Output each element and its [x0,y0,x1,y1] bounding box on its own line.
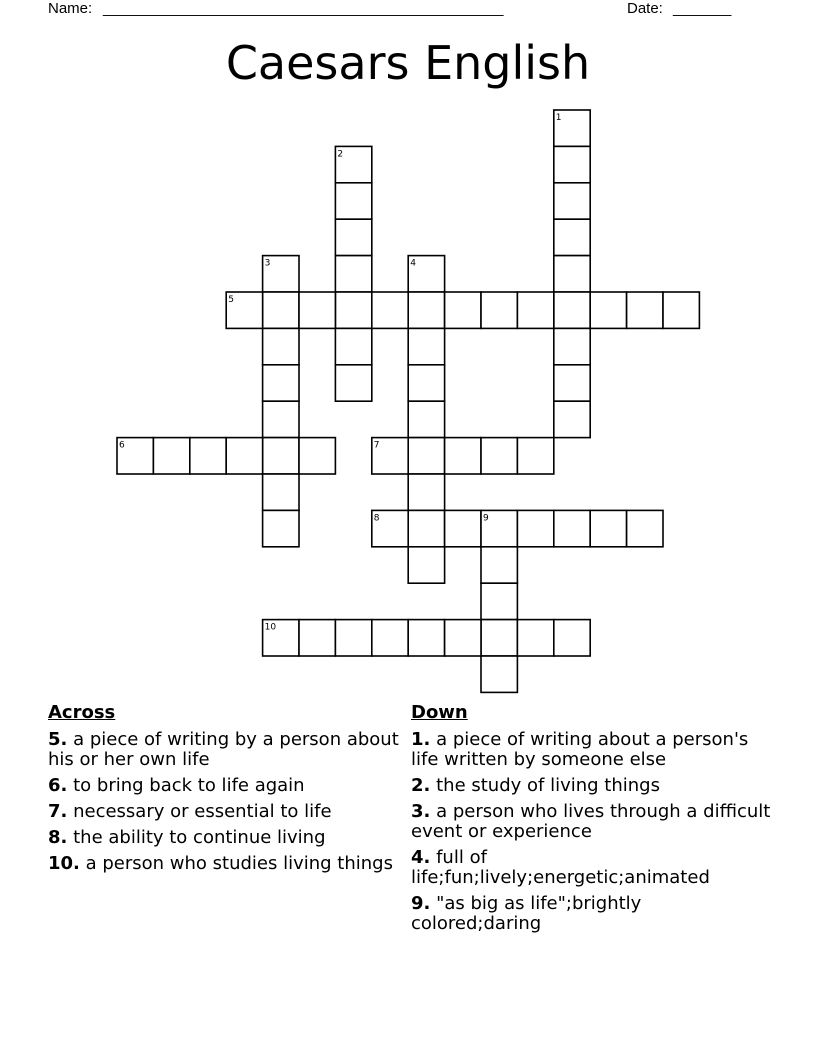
clue-number-label: 6 [119,440,125,451]
crossword-cell[interactable] [408,438,444,474]
crossword-cell[interactable] [226,438,262,474]
name-label: Name: [48,0,93,17]
down-clue-2 [411,776,771,796]
clue-number-label: 8 [373,513,380,524]
across-clue-6 [48,776,408,796]
crossword-cell[interactable] [335,256,371,292]
crossword-cell[interactable] [335,328,371,364]
crossword-cell[interactable] [299,292,335,328]
crossword-cell[interactable] [408,365,444,401]
date-label: Date: [627,0,663,17]
crossword-cell[interactable] [299,438,335,474]
clue-number: 4. [411,847,431,868]
crossword-cell[interactable] [408,256,444,292]
crossword-cell[interactable] [481,438,517,474]
crossword-cell[interactable] [335,620,371,656]
clue-number: 2. [411,775,431,796]
clue-text: a person who lives through a difficult event or experience [411,801,771,842]
clue-number-label: 9 [483,513,489,524]
clue-number: 3. [411,801,431,822]
crossword-cell[interactable] [335,146,371,182]
across-clue-8 [48,828,408,848]
crossword-cell[interactable] [372,620,408,656]
crossword-cell[interactable] [554,365,590,401]
crossword-cell[interactable] [590,292,626,328]
crossword-cell[interactable] [335,365,371,401]
crossword-cell[interactable] [335,183,371,219]
clue-text: a person who studies living things [79,853,393,874]
across-clue-7 [48,802,408,822]
clue-text: full of life;fun;lively;energetic;animated [411,847,710,888]
crossword-cell[interactable] [445,620,481,656]
clue-text: the ability to continue living [67,827,326,848]
down-clue-1 [411,730,771,770]
clue-number: 5. [48,729,68,750]
crossword-cell[interactable] [153,438,189,474]
crossword-cell[interactable] [554,219,590,255]
clue-number-label: 1 [555,113,562,123]
crossword-cell[interactable] [263,256,299,292]
clue-number-label: 3 [264,258,271,269]
crossword-cell[interactable] [445,438,481,474]
across-clue-5 [48,730,408,770]
crossword-cell[interactable] [554,401,590,437]
crossword-cell[interactable] [408,328,444,364]
clue-text: "as big as life";brightly colored;daring [411,893,642,934]
crossword-cell[interactable] [263,438,299,474]
crossword-cell[interactable] [481,656,517,692]
date-field[interactable]: _______ [673,0,732,17]
clue-number: 8. [48,827,68,848]
clue-text: to bring back to life again [67,775,305,796]
crossword-cell[interactable] [554,110,590,146]
crossword-cell[interactable] [554,146,590,182]
crossword-cell[interactable] [627,292,663,328]
down-clue-9 [411,894,771,934]
page-title: Caesars English [225,36,591,90]
crossword-cell[interactable] [335,219,371,255]
crossword-cell[interactable] [481,292,517,328]
crossword-cell[interactable] [554,328,590,364]
crossword-cell[interactable] [517,438,553,474]
crossword-cell[interactable] [263,328,299,364]
crossword-cell[interactable] [517,292,553,328]
crossword-cell[interactable] [372,438,408,474]
crossword-cell[interactable] [408,292,444,328]
down-clue-4 [411,848,771,888]
name-field[interactable]: ________________________________________________ [103,0,504,17]
crossword-cell[interactable] [263,401,299,437]
crossword-cell[interactable] [408,620,444,656]
crossword-cell[interactable] [117,438,153,474]
crossword-cell[interactable] [263,365,299,401]
crossword-cell[interactable] [408,401,444,437]
clue-number-label: 2 [337,149,344,160]
crossword-cell[interactable] [445,510,481,546]
crossword-cell[interactable] [408,547,444,583]
crossword-cell[interactable] [554,292,590,328]
clue-number: 1. [411,729,431,750]
clue-number-label: 7 [373,440,380,451]
clue-number: 7. [48,801,68,822]
crossword-cell[interactable] [372,292,408,328]
header [48,0,748,20]
down-heading: Down [411,702,468,723]
clue-number-label: 5 [228,295,234,305]
clue-number: 6. [48,775,68,796]
crossword-cell[interactable] [554,183,590,219]
down-clue-3 [411,802,771,842]
across-clues [48,702,408,880]
crossword-cell[interactable] [263,510,299,546]
crossword-cell[interactable] [481,583,517,619]
across-heading: Across [48,702,116,723]
crossword-cell[interactable] [335,292,371,328]
crossword-cell[interactable] [408,510,444,546]
crossword-cell[interactable] [408,474,444,510]
crossword-cell[interactable] [590,510,626,546]
clue-text: a piece of writing about a person's life written by someone else [411,729,749,770]
down-clues [411,702,771,940]
crossword-cell[interactable] [226,292,262,328]
clue-text: necessary or essential to life [67,801,332,822]
crossword-cell[interactable] [263,620,299,656]
crossword-cell[interactable] [263,474,299,510]
clue-text: a piece of writing by a person about his or her own life [48,729,399,770]
crossword-cell[interactable] [554,510,590,546]
crossword-cell[interactable] [627,510,663,546]
crossword-cell[interactable] [190,438,226,474]
crossword-cell[interactable] [445,292,481,328]
clue-number: 9. [411,893,431,914]
crossword-cell[interactable] [481,510,517,546]
crossword-cell[interactable] [554,620,590,656]
crossword-cell[interactable] [481,547,517,583]
crossword-cell[interactable] [517,510,553,546]
crossword-cell[interactable] [481,620,517,656]
clue-text: the study of living things [430,775,660,796]
crossword-cell[interactable] [372,510,408,546]
clue-number-label: 4 [410,258,416,269]
crossword-cell[interactable] [517,620,553,656]
crossword-cell[interactable] [299,620,335,656]
across-clue-10 [48,854,408,874]
clue-number: 10. [48,853,80,874]
clue-number-label: 10 [264,622,277,633]
crossword-cell[interactable] [663,292,699,328]
crossword-cell[interactable] [263,292,299,328]
crossword-cell[interactable] [554,256,590,292]
